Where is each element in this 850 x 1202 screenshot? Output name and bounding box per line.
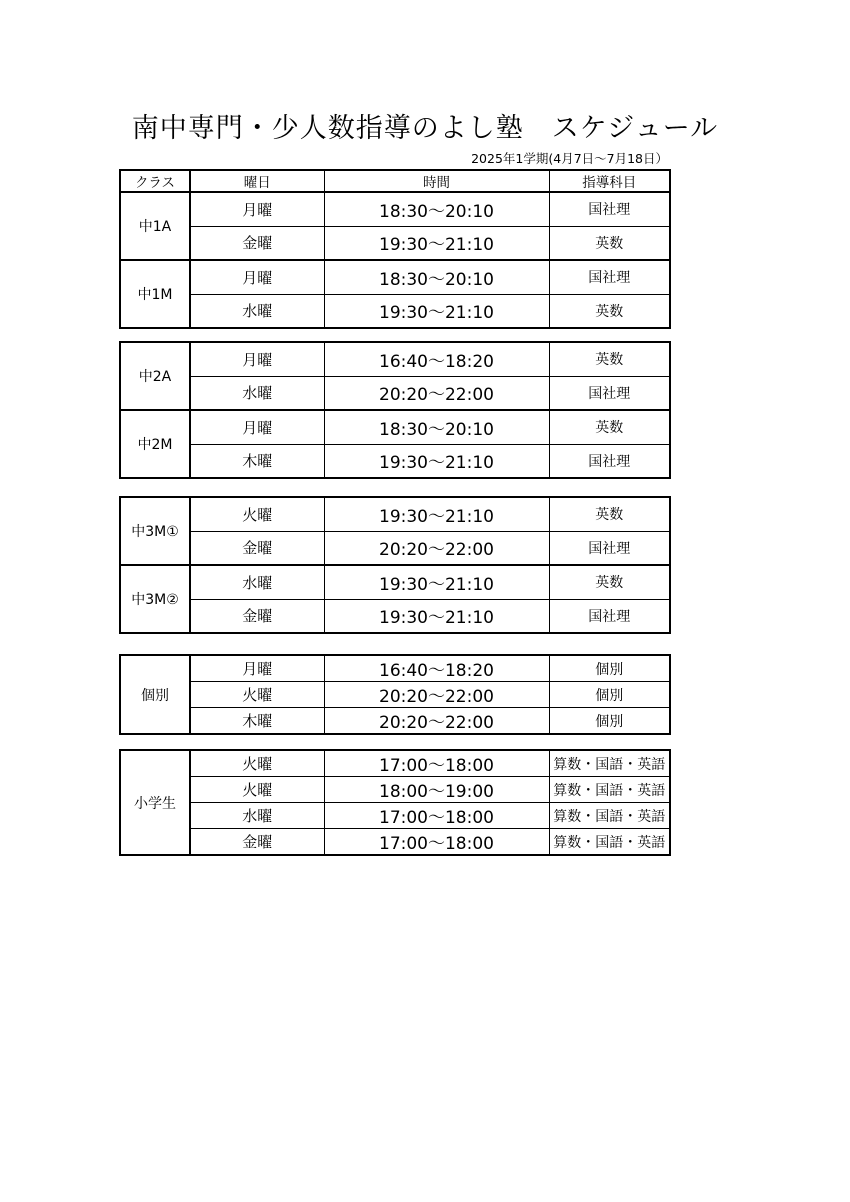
day-cell: 月曜 <box>190 260 324 294</box>
time-cell: 19:30～21:10 <box>324 294 549 328</box>
day-cell: 月曜 <box>190 192 324 226</box>
day-cell: 水曜 <box>190 376 324 410</box>
header-day: 曜日 <box>190 170 324 192</box>
class-cell: 小学生 <box>120 750 190 855</box>
time-cell: 16:40～18:20 <box>324 342 549 376</box>
time-cell: 20:20～22:00 <box>324 682 549 708</box>
table-row <box>120 829 670 856</box>
subject-cell: 個別 <box>549 655 670 682</box>
table-row <box>120 410 670 444</box>
table-row <box>120 444 670 478</box>
subject-cell: 国社理 <box>549 531 670 565</box>
subject-cell: 英数 <box>549 294 670 328</box>
table-row <box>120 682 670 708</box>
day-cell: 火曜 <box>190 497 324 531</box>
subject-cell: 算数・国語・英語 <box>549 829 670 856</box>
term-period: 2025年1学期(4月7日～7月18日） <box>471 151 668 166</box>
class-cell: 中3M① <box>120 497 190 565</box>
subject-cell: 算数・国語・英語 <box>549 777 670 803</box>
day-cell: 月曜 <box>190 342 324 376</box>
schedule-table-4 <box>119 654 671 735</box>
time-cell: 18:30～20:10 <box>324 192 549 226</box>
day-cell: 火曜 <box>190 777 324 803</box>
time-cell: 18:30～20:10 <box>324 260 549 294</box>
time-cell: 19:30～21:10 <box>324 599 549 633</box>
table-row <box>120 655 670 682</box>
schedule-table-5 <box>119 749 671 856</box>
day-cell: 金曜 <box>190 599 324 633</box>
header-row <box>120 170 670 192</box>
time-cell: 16:40～18:20 <box>324 655 549 682</box>
schedule-table-2 <box>119 341 671 479</box>
subject-cell: 国社理 <box>549 260 670 294</box>
subject-cell: 算数・国語・英語 <box>549 750 670 777</box>
day-cell: 金曜 <box>190 226 324 260</box>
schedule-table-1 <box>119 169 671 329</box>
subject-cell: 英数 <box>549 342 670 376</box>
subject-cell: 英数 <box>549 565 670 599</box>
time-cell: 19:30～21:10 <box>324 565 549 599</box>
day-cell: 月曜 <box>190 410 324 444</box>
day-cell: 水曜 <box>190 803 324 829</box>
subject-cell: 国社理 <box>549 444 670 478</box>
subject-cell: 英数 <box>549 410 670 444</box>
day-cell: 月曜 <box>190 655 324 682</box>
day-cell: 火曜 <box>190 750 324 777</box>
time-cell: 20:20～22:00 <box>324 708 549 735</box>
subject-cell: 個別 <box>549 682 670 708</box>
day-cell: 水曜 <box>190 294 324 328</box>
table-row <box>120 803 670 829</box>
subject-cell: 英数 <box>549 226 670 260</box>
class-cell: 中3M② <box>120 565 190 633</box>
table-row <box>120 497 670 531</box>
table-row <box>120 260 670 294</box>
time-cell: 17:00～18:00 <box>324 829 549 856</box>
day-cell: 火曜 <box>190 682 324 708</box>
time-cell: 20:20～22:00 <box>324 376 549 410</box>
table-row <box>120 192 670 226</box>
time-cell: 19:30～21:10 <box>324 444 549 478</box>
class-cell: 中2A <box>120 342 190 410</box>
time-cell: 19:30～21:10 <box>324 497 549 531</box>
time-cell: 17:00～18:00 <box>324 803 549 829</box>
day-cell: 木曜 <box>190 708 324 735</box>
class-cell: 中1M <box>120 260 190 328</box>
subject-cell: 国社理 <box>549 599 670 633</box>
time-cell: 19:30～21:10 <box>324 226 549 260</box>
time-cell: 18:00～19:00 <box>324 777 549 803</box>
table-row <box>120 342 670 376</box>
time-cell: 18:30～20:10 <box>324 410 549 444</box>
subject-cell: 英数 <box>549 497 670 531</box>
table-row <box>120 708 670 735</box>
day-cell: 金曜 <box>190 531 324 565</box>
subject-cell: 算数・国語・英語 <box>549 803 670 829</box>
table-row <box>120 294 670 328</box>
day-cell: 木曜 <box>190 444 324 478</box>
header-subject: 指導科目 <box>549 170 670 192</box>
table-row <box>120 599 670 633</box>
subject-cell: 国社理 <box>549 376 670 410</box>
class-cell: 個別 <box>120 655 190 734</box>
table-row <box>120 226 670 260</box>
table-row <box>120 531 670 565</box>
header-class: クラス <box>120 170 190 192</box>
table-row <box>120 750 670 777</box>
time-cell: 20:20～22:00 <box>324 531 549 565</box>
class-cell: 中2M <box>120 410 190 478</box>
table-row <box>120 376 670 410</box>
class-cell: 中1A <box>120 192 190 260</box>
page-title: 南中専門・少人数指導のよし塾 スケジュール <box>131 113 719 144</box>
subject-cell: 個別 <box>549 708 670 735</box>
subject-cell: 国社理 <box>549 192 670 226</box>
day-cell: 水曜 <box>190 565 324 599</box>
header-time: 時間 <box>324 170 549 192</box>
schedule-table-3 <box>119 496 671 634</box>
day-cell: 金曜 <box>190 829 324 856</box>
time-cell: 17:00～18:00 <box>324 750 549 777</box>
table-row <box>120 565 670 599</box>
table-row <box>120 777 670 803</box>
